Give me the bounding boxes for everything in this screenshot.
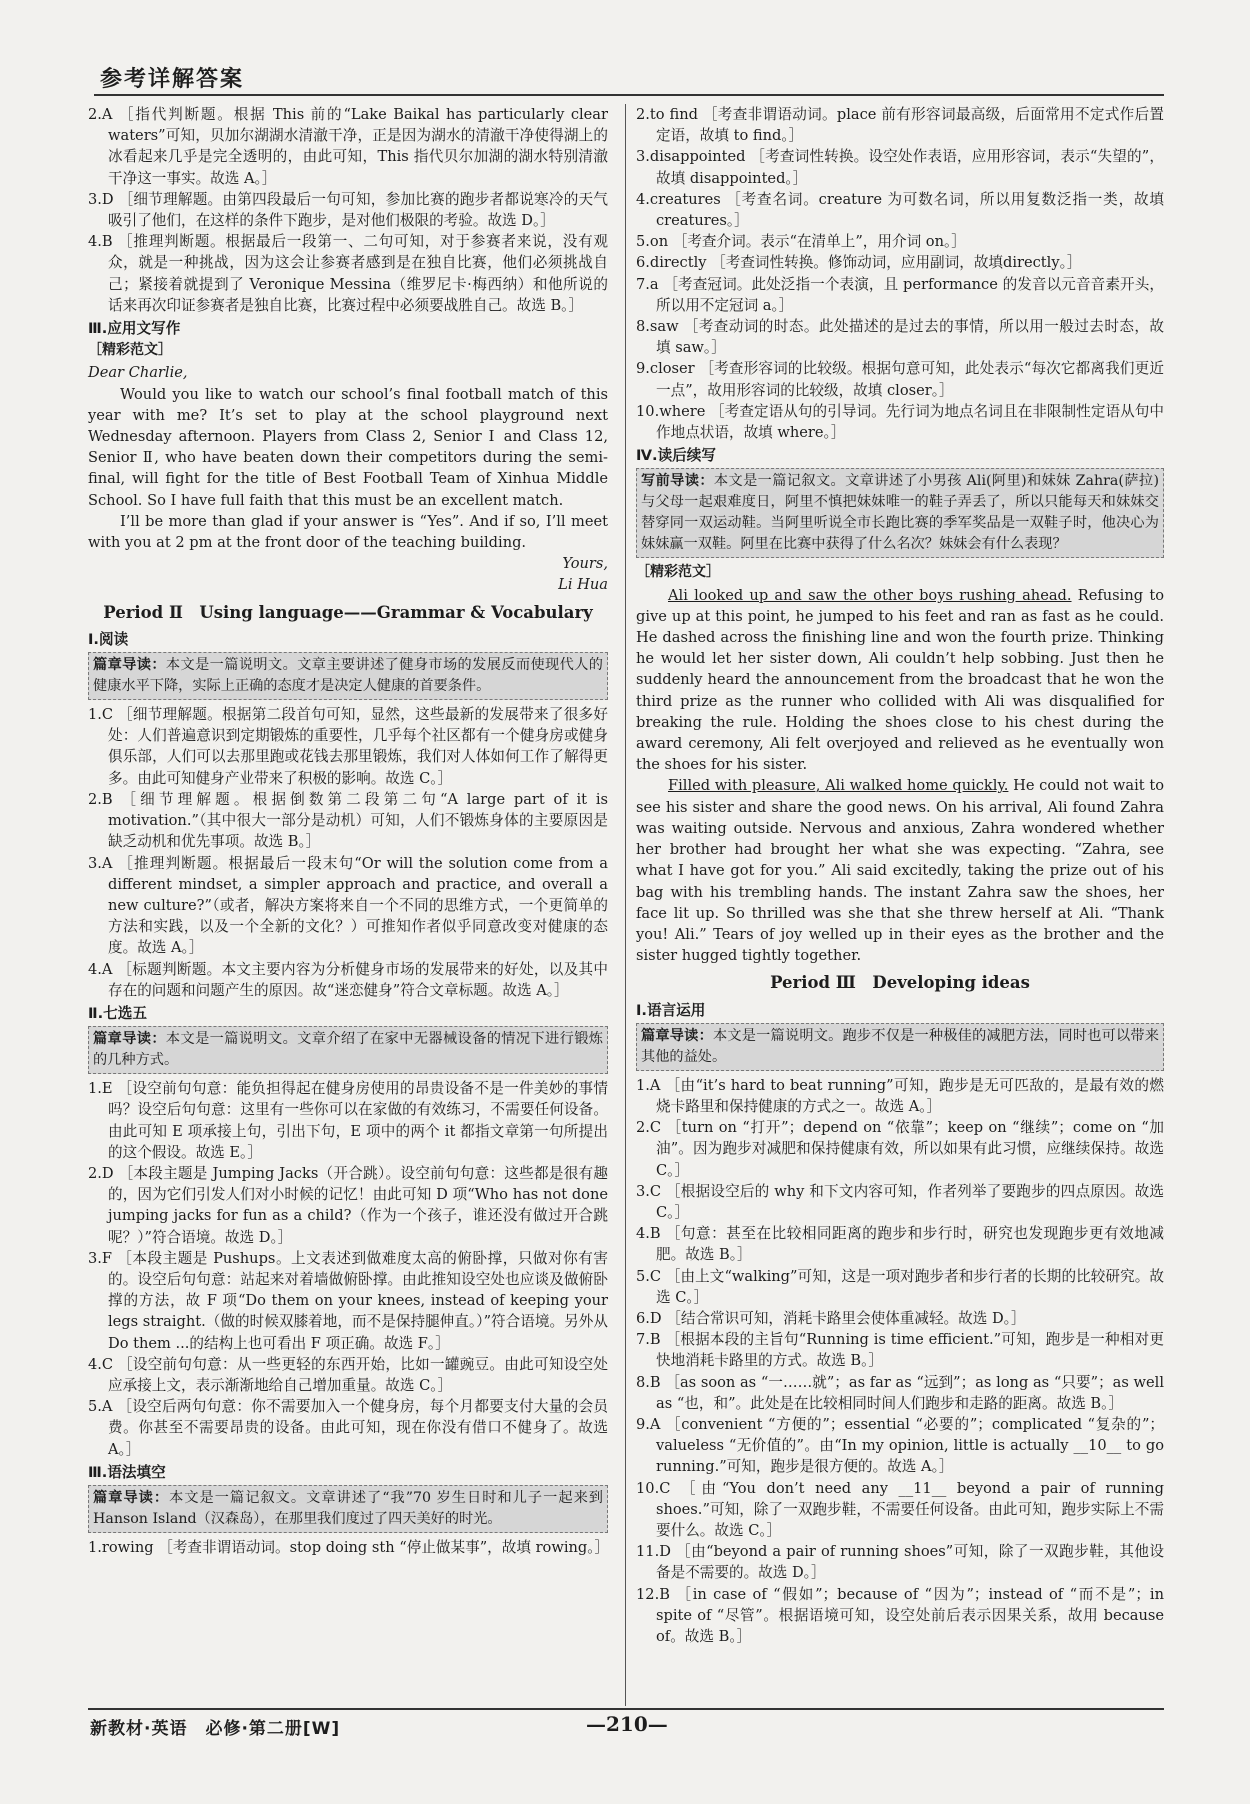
answer-item: 8.saw ［考查动词的时态。此处描述的是过去的事情，所以用一般过去时态，故填 saw。］ [636,318,1164,357]
answer-item: 11.D ［由“beyond a pair of running shoes”可知，除了一双跑步鞋，其他设备是不需要的。故选 D。］ [636,1543,1164,1582]
guide-label: 篇章导读： [641,1027,713,1044]
answer-item: 3.disappointed ［考查词性转换。设空处作表语，应用形容词，表示“失望的”，故填 disappointed。］ [636,148,1164,187]
story-paragraph-2 [636,775,1164,966]
model-essay-label: ［精彩范文］ [88,342,172,359]
section-seven-choose-five-heading: Ⅱ.七选五 [88,1004,147,1022]
answer-item: 7.a ［考查冠词。此处泛指一个表演，且 performance 的发音以元音音素开头，所以用不定冠词 a。］ [636,275,1164,314]
seven-guide-box [88,1026,608,1074]
story-text: Refusing to give up at this point, he jumped to his feet and ran as fast as he could. He dashed across the finishing line and won the fourth prize. Thinking he would let her sister down, Ali couldn’t help sobbing. Just then he suddenly heard the announcement from the broadcast that he won the third prize as the runner who collided with Ali was disqualified for breaking the rule. Holding the shoes close to his chest during the award ceremony, Ali felt overjoyed and relieved as he eventually won the shoes for his sister. [636,586,1164,774]
answer-item: 3.C ［根据设空后的 why 和下文内容可知，作者列举了要跑步的四点原因。故选 C。］ [636,1182,1164,1221]
footer-rule [88,1708,1164,1710]
guide-label: 篇章导读： [93,1489,170,1506]
answer-item: 2.A ［指代判断题。根据 This 前的“Lake Baikal has particularly clear waters”可知，贝加尔湖湖水清澈干净，正是因为湖水的清澈干净使得湖上的冰看起来几乎是完全透明的，由此可知，This 指代贝尔加湖的湖水特别清澈干净这一事实。故选 A。］ [88,106,608,187]
section-language-use-heading: Ⅰ.语言运用 [636,1001,706,1019]
answer-item: 4.B ［句意：甚至在比较相同距离的跑步和步行时，研究也发现跑步更有效地减肥。故选 B。］ [636,1225,1164,1264]
guide-text: 本文是一篇记叙文。文章讲述了小男孩 Ali(阿里)和妹妹 Zahra(萨拉)与父母一起艰难度日，阿里不慎把妹妹唯一的鞋子弄丢了，所以只能每天和妹妹交替穿同一双运动鞋。当阿里听说全市长跑比赛的季军奖品是一双鞋子时，他决心为妹妹赢一双鞋。阿里在比赛中获得了什么名次？妹妹会有什么表现？ [641,473,1159,553]
story-text: He could not wait to see his sister and share the good news. On his arrival, Ali found Zahra was waiting outside. Nervous and anxious, Zahra wondered whether her brother had brought her what she was expecting. “Zahra, see what I have got for you.” Ali said excitedly, taking the prize out of his bag with his trembling hands. The instant Zahra saw the shoes, her face lit up. So thrilled was she that she threw herself at Ali. “Thank you! Ali.” Tears of joy welled up in their eyes as the brother and the sister hugged tightly together. [636,777,1164,965]
letter-salutation: Dear Charlie, [88,364,188,382]
letter-paragraph: Would you like to watch our school’s final football match of this year with me? It’s set to play at the school playground next Wednesday afternoon. Players from Class 2, Senior Ⅰ and Class 12, Senior Ⅱ, who have beaten down their competitors during the semi-final, will fight for the title of Best Football Team of Xinhua Middle School. So I have full faith that this must be an excellent match. [88,385,608,509]
left-column [88,104,608,1558]
header-rule [94,94,1164,96]
answer-item: 1.C ［细节理解题。根据第二段首句可知，显然，这些最新的发展带来了很多好处：人们普遍意识到定期锻炼的重要性，几乎每个社区都有一个健身房或健身俱乐部，人们可以去那里跑或花钱去那里锻炼，我们对人体如何工作了解得更多。由此可知健身产业带来了积极的影响。故选 C。］ [88,706,608,787]
story-paragraph-1 [636,585,1164,776]
answers-reading-2-block [88,704,608,1001]
guide-label: 篇章导读： [93,1031,166,1048]
page-number: —210— [586,1712,668,1736]
reading-guide-box [88,652,608,700]
answer-item: 3.A ［推理判断题。根据最后一段末句“Or will the solution come from a different mindset, a simpler approach and practice, and overall a new culture?”（或者，解决方案将来自一个不同的思维方式，一个更简单的方法和实践，以及一个全新的文化？）可推知作者似乎同意改变对健康的态度。故选 A。］ [88,854,608,957]
answer-item: 1.A ［由“it’s hard to beat running”可知，跑步是无可匹敌的，是最有效的燃烧卡路里和保持健康的方式之一。故选 A。］ [636,1076,1164,1115]
answer-item: 6.D ［结合常识可知，消耗卡路里会使体重减轻。故选 D。］ [636,1309,1026,1327]
section-grammar-heading: Ⅲ.语法填空 [88,1463,166,1481]
letter-closing: Yours, [562,555,608,573]
guide-label: 写前导读： [641,473,714,490]
guide-text: 本文是一篇说明文。文章主要讲述了健身市场的发展反而使现代人的健康水平下降，实际上正确的态度才是决定人健康的首要条件。 [93,657,603,695]
answer-item: 4.creatures ［考查名词。creature 为可数名词，所以用复数泛指一类，故填 creatures。］ [636,190,1164,230]
answer-item: 3.F ［本段主题是 Pushups。上文表述到做难度太高的俯卧撑，只做对你有害的。设空后句句意：站起来对着墙做俯卧撑。由此推知设空处也应谈及做俯卧撑的方法，故 F 项“Do them on your knees, instead of keeping your legs straight.（做的时候双膝着地，而不是保持腿伸直。）”符合语境。另外从 Do them ...的结构上也可看出 F 项正确。故选 F。］ [88,1249,608,1352]
answers-language-block [636,1075,1164,1647]
answers-grammar-block [88,1537,608,1558]
grammar-guide-box [88,1485,608,1533]
answer-item: 9.A ［convenient “方便的”；essential “必要的”；complicated “复杂的”；valueless “无价值的”。由“In my opinion, little is actually __10__ to go running.”可知，跑步是很方便的。故选 A。］ [636,1415,1164,1476]
right-column [636,104,1164,1647]
language-guide-box [636,1023,1164,1071]
page-header: 参考详解答案 [100,67,245,92]
section-writing-heading: Ⅲ.应用文写作 [88,320,181,338]
answer-item: 10.C ［由“You don’t need any __11__ beyond a pair of running shoes.”可知，除了一双跑步鞋，不需要任何设备。由此可知，跑步实际上不需要什么。故选 C。］ [636,1479,1164,1539]
answer-item: 5.A ［设空后两句句意：你不需要加入一个健身房，每个月都要支付大量的会员费。你甚至不需要昂贵的设备。由此可知，现在你没有借口不健身了。故选 A。］ [88,1398,608,1458]
section-continuation-heading: Ⅳ.读后续写 [636,447,716,465]
answer-item: 4.B ［推理判断题。根据最后一段第一、二句可知，对于参赛者来说，没有观众，就是一种挑战，因为这会让参赛者感到是在独自比赛，他们必须挑战自己；紧接着就提到了 Veronique Messina（维罗尼卡·梅西纳）和他所说的话来再次印证参赛者是独自比赛，比赛过程中必须要战胜自己。故选 B。］ [88,233,608,314]
answer-item: 4.A ［标题判断题。本文主要内容为分析健身市场的发展带来的好处，以及其中存在的问题和问题产生的原因。故“迷恋健身”符合文章标题。故选 A。］ [88,960,608,999]
answer-item: 12.B ［in case of “假如”；because of “因为”；instead of “而不是”；in spite of “尽管”。根据语境可知，设空处前后表示因果关系，故用 because of。故选 B。］ [636,1585,1164,1645]
guide-text: 本文是一篇记叙文。文章讲述了“我”70 岁生日时和儿子一起来到 Hanson Island（汉森岛），在那里我们度过了四天美好的时光。 [93,1489,603,1527]
guide-text: 本文是一篇说明文。文章介绍了在家中无器械设备的情况下进行锻炼的几种方式。 [93,1031,603,1069]
answer-item: 10.where ［考查定语从句的引导词。先行词为地点名词且在非限制性定语从句中作地点状语，故填 where。］ [636,402,1164,442]
footer-book-title: 新教材·英语 必修·第二册[W] [90,1719,341,1739]
section-reading-heading: Ⅰ.阅读 [88,630,129,648]
answer-item: 5.C ［由上文“walking”可知，这是一项对跑步者和步行者的长期的比较研究。故选 C。］ [636,1267,1164,1306]
answer-item: 2.C ［turn on “打开”；depend on “依靠”；keep on “继续”；come on “加油”。因为跑步对减肥和保持健康有效，所以如果有此习惯，应继续保持。故选 C。］ [636,1119,1164,1179]
answer-item: 2.D ［本段主题是 Jumping Jacks（开合跳）。设空前句句意：这些都是很有趣的，因为它们引发人们对小时候的记忆！由此可知 D 项“Who has not done jumping jacks for fun as a child?（作为一个孩子，谁还没有做过开合跳呢？）”符合语境。故选 D。］ [88,1164,608,1246]
model-essay-label: ［精彩范文］ [636,564,720,581]
period-2-title: Period Ⅱ Using language——Grammar & Vocabulary [103,602,593,622]
answers-grammar-cont-block [636,104,1164,443]
answer-item: 1.rowing ［考查非谓语动词。stop doing sth “停止做某事”，故填 rowing。］ [88,1538,610,1556]
answer-item: 8.B ［as soon as “一……就”；as far as “远到”；as long as “只要”；as well as “也，和”。此处是在比较相同时间人们跑步和走路的距离。故选 B。］ [636,1373,1164,1412]
guide-text: 本文是一篇说明文。跑步不仅是一种极佳的减肥方法，同时也可以带来其他的益处。 [641,1027,1159,1065]
answer-item: 3.D ［细节理解题。由第四段最后一句可知，参加比赛的跑步者都说寒冷的天气吸引了他们，在这样的条件下跑步，是对他们极限的考验。故选 D。］ [88,190,608,230]
answer-item: 6.directly ［考查词性转换。修饰动词，应用副词，故填directly。］ [636,254,1082,272]
answer-item: 1.E ［设空前句句意：能负担得起在健身房使用的昂贵设备不是一件美妙的事情吗？设空后句句意：这里有一些你可以在家做的有效练习，不需要任何设备。由此可知 E 项承接上句，引出下句，E 项中的两个 it 都指文章第一句所提出的这个假设。故选 E。］ [88,1080,608,1161]
answer-item: 7.B ［根据本段的主旨句“Running is time efficient.”可知，跑步是一种相对更快地消耗卡路里的方式。故选 B。］ [636,1331,1164,1370]
answer-item: 5.on ［考查介词。表示“在清单上”，用介词 on。］ [636,233,966,251]
letter-paragraph: I’ll be more than glad if your answer is “Yes”. And if so, I’ll meet with you at 2 pm at the front door of the teaching building. [88,512,608,552]
answer-item: 4.C ［设空前句句意：从一些更轻的东西开始，比如一罐豌豆。由此可知设空处应承接上文，表示渐渐地给自己增加重量。故选 C。］ [88,1355,608,1394]
given-opening-sentence: Filled with pleasure, Ali walked home quickly. [668,777,1009,795]
answer-item: 9.closer ［考查形容词的比较级。根据句意可知，此处表示“每次它都离我们更近一点”，故用形容词的比较级，故填 closer。］ [636,360,1164,399]
answers-seven-block [88,1078,608,1460]
answer-item: 2.to find ［考查非谓语动词。place 前有形容词最高级，后面常用不定式作后置定语，故填 to find。］ [636,106,1164,145]
letter-signature: Li Hua [558,576,608,594]
column-divider [625,104,626,1706]
answer-item: 2.B ［细节理解题。根据倒数第二段第二句“A large part of it is motivation.”（其中很大一部分是动机）可知，人们不锻炼身体的主要原因是缺乏动机和优先事项。故选 B。］ [88,790,608,851]
given-opening-sentence: Ali looked up and saw the other boys rushing ahead. [668,586,1072,604]
answers-reading-block [88,104,608,316]
period-3-title: Period Ⅲ Developing ideas [770,973,1030,993]
guide-label: 篇章导读： [93,657,166,674]
continuation-guide-box [636,468,1164,558]
